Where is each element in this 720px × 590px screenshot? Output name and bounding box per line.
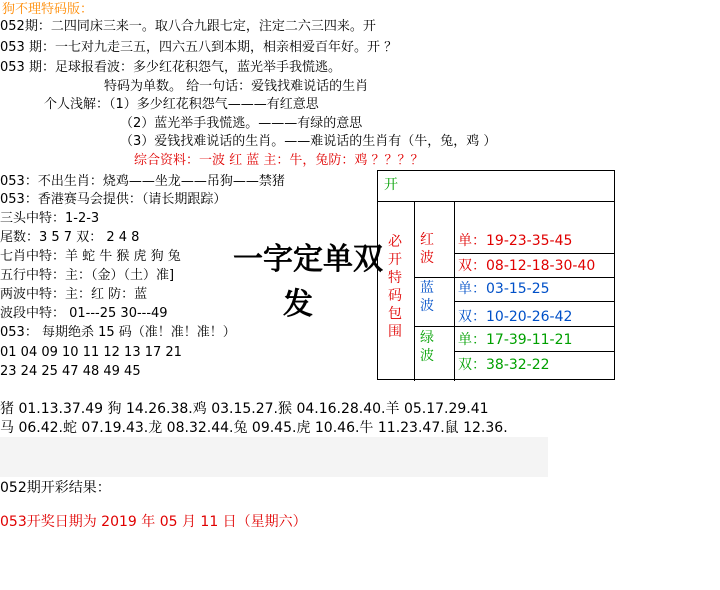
red-wave-label: 红 波 bbox=[420, 232, 434, 266]
big-title: 一字定单双 bbox=[233, 242, 383, 277]
red-even-row: 双：08-12-18-30-40 bbox=[458, 258, 596, 274]
line-two-waves: 两波中特：主：红 防：蓝 bbox=[0, 287, 148, 302]
line-three-heads: 三头中特：1-2-3 bbox=[0, 211, 100, 226]
line-explain-1: 个人浅解：（1）多少红花积怨气———有红意思 bbox=[44, 97, 319, 112]
zodiac-numbers-1: 猪 01.13.37.49 狗 14.26.38.鸡 03.15.27.猴 04.16.28.40.羊 05.17.29.41 bbox=[0, 401, 489, 417]
line-explain-2: （2）蓝光举手我慌逃。———有绿的意思 bbox=[120, 116, 363, 131]
line-wave-range: 波段中特： 01---25 30---49 bbox=[0, 306, 168, 321]
line-numbers-2: 23 24 25 47 48 49 45 bbox=[0, 364, 141, 379]
green-odd-row: 单：17-39-11-21 bbox=[458, 332, 573, 348]
red-odd-row: 单：19-23-35-45 bbox=[458, 233, 573, 249]
result-052-label: 052期开彩结果： bbox=[0, 480, 111, 496]
wave-table-header bbox=[378, 171, 614, 202]
line-hk-jockey: 053：香港赛马会提供：（请长期跟踪） bbox=[0, 192, 227, 207]
line-explain-3: （3）爱钱找难说话的生肖。——难说话的生肖有（牛，兔，鸡 ） bbox=[120, 134, 497, 149]
draw-date: 053开奖日期为 2019 年 05 月 11 日（星期六） bbox=[0, 514, 307, 530]
green-even-row: 双：38-32-22 bbox=[458, 357, 550, 373]
blue-even-row: 双：10-20-26-42 bbox=[458, 309, 573, 325]
line-five-elements: 五行中特：主：（金）（土）准] bbox=[0, 268, 175, 283]
line-numbers-1: 01 04 09 10 11 12 13 17 21 bbox=[0, 345, 182, 360]
line-052-verse: 052期：二四同床三来一。取八合九跟七定，注定二六三四来。开 bbox=[0, 19, 376, 34]
zodiac-numbers-2: 马 06.42.蛇 07.19.43.龙 08.32.44.兔 09.45.虎 10.46.牛 11.23.47.鼠 12.36. bbox=[0, 420, 508, 436]
grey-strip bbox=[0, 437, 548, 477]
green-wave-label: 绿 波 bbox=[420, 330, 434, 364]
side-label: 必 开 特 码 包 围 bbox=[388, 234, 402, 340]
line-no-zodiac: 053：不出生肖：烧鸡——坐龙——吊狗——禁猪 bbox=[0, 174, 285, 189]
open-label: 开 bbox=[384, 177, 398, 193]
big-title-2: 发 bbox=[283, 287, 313, 322]
blue-wave-label: 蓝 波 bbox=[420, 280, 434, 314]
line-odd-hint: 特码为单数。 给一句话：爱钱找难说话的生肖 bbox=[104, 79, 369, 94]
line-053-football: 053 期：足球报看波：多少红花积怨气，蓝光举手我慌逃。 bbox=[0, 60, 341, 75]
line-seven-zodiac: 七肖中特：羊 蛇 牛 猴 虎 狗 兔 bbox=[0, 249, 181, 264]
page-title: 狗不理特码版： bbox=[2, 2, 94, 17]
line-053-verse: 053 期：一七对九走三五，四六五八到本期，相亲相爱百年好。开 ？ bbox=[0, 40, 398, 55]
line-tail-numbers: 尾数：3 5 7 双： 2 4 8 bbox=[0, 230, 140, 245]
line-kill-15: 053： 每期绝杀 15 码（准！准！准！） bbox=[0, 325, 236, 340]
wave-table bbox=[377, 170, 615, 380]
blue-odd-row: 单：03-15-25 bbox=[458, 281, 550, 297]
line-summary: 综合资料：一波 红 蓝 主：牛，兔防：鸡 ？？？？ bbox=[134, 153, 424, 168]
